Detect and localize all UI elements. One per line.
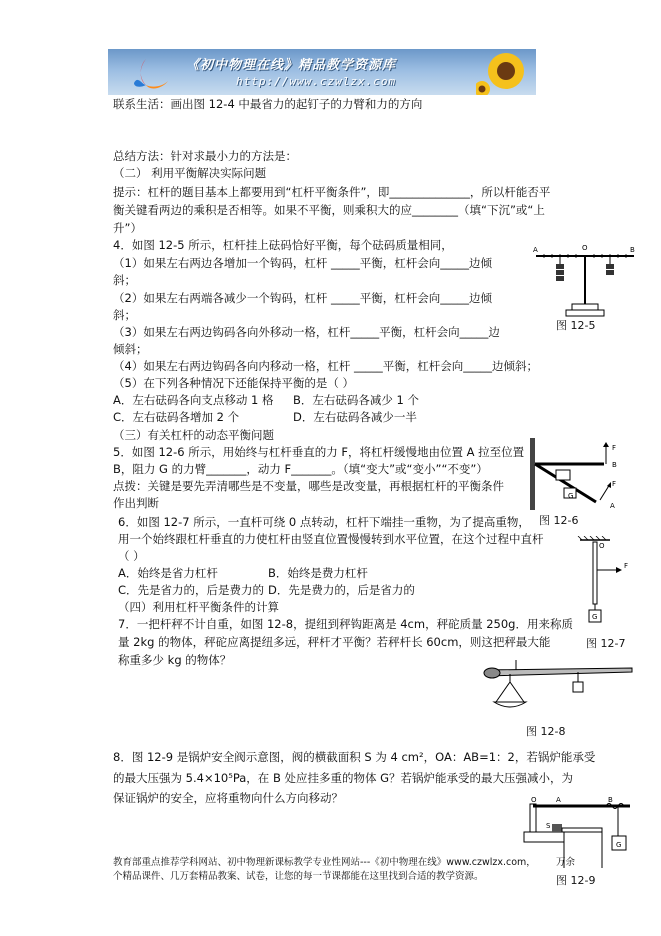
- q5-hint: 点拨：关键是要先弄清哪些是不变量，哪些是改变量，再根据杠杆的平衡条件: [113, 479, 504, 493]
- fig6-label-g: G: [568, 492, 574, 500]
- q5-stem-cont: B，阻力 G 的力臂_______，动力 F_______。（填“变大”或“变小”“不变”）: [113, 462, 488, 476]
- q4-option-a: A．左右砝码各向支点移动 1 格: [113, 393, 274, 407]
- footer-line-1: 教育部重点推荐学科网站、初中物理新课标教学专业性网站---《初中物理在线》www.czwlzx.com，: [113, 857, 536, 868]
- text-line-2: 总结方法：针对求最小力的方法是：: [113, 149, 297, 163]
- q6-answer-blank: （ ）: [118, 549, 145, 563]
- q8-stem-cont2: 保证锅炉的安全，应将重物向什么方向移动？: [113, 791, 343, 805]
- q4-option-b: B．左右砝码各减少 1 个: [293, 393, 420, 407]
- q5-hint-cont: 作出判断: [113, 496, 159, 510]
- figure-12-8-steelyard-diagram: [482, 656, 638, 720]
- q6-stem: 6．如图 12-7 所示，一直杆可绕 0 点转动，杠杆下端挂一重物，为了提高重物，: [118, 515, 530, 529]
- figure-12-6-lever-diagram: [524, 436, 620, 512]
- q4-part5: （5）在下列各种情况下还能保持平衡的是（ ）: [113, 376, 354, 390]
- figure-12-7-rod-diagram: [572, 536, 636, 632]
- q8-stem-cont: 的最大压强为 5.4×10⁵Pa，在 B 处应挂多重的物体 G？若锅炉能承受的最大压强减小，为: [113, 771, 574, 785]
- fig9-label-o: O: [531, 796, 537, 804]
- footer-right-text: 万余: [556, 857, 576, 868]
- footer-line-2: 个精品课件、几万套精品教案、试卷，让您的每一节课都能在这里找到合适的教学资源。: [113, 871, 484, 882]
- section-heading-2: （二） 利用平衡解决实际问题: [113, 166, 267, 180]
- header-banner: [108, 49, 536, 95]
- q5-stem: 5．如图 12-6 所示，用始终与杠杆垂直的力 F，将杠杆缓慢地由位置 A 拉至位置: [113, 445, 525, 459]
- fig9-label-g: G: [616, 841, 622, 849]
- section-heading-3: （三）有关杠杆的动态平衡问题: [113, 428, 274, 442]
- q4-part1: （1）如果左右两边各增加一个钩码，杠杆 _____平衡，杠杆会向_____边倾: [113, 256, 492, 270]
- figure-12-9-safety-valve-diagram: [522, 792, 640, 868]
- fig7-label-g: G: [592, 613, 598, 621]
- q4-part3-cont: 倾斜；: [113, 342, 148, 356]
- fig6-label-b: B: [612, 461, 617, 469]
- section-heading-4: （四）利用杠杆平衡条件的计算: [118, 600, 279, 614]
- figure-12-5-lever-diagram: [532, 238, 640, 322]
- q8-stem: 8．图 12-9 是锅炉安全阀示意图，阀的横截面积 S 为 4 cm²，OA：AB=1：2，若锅炉能承受: [113, 750, 596, 764]
- fig6-label-f-top: F: [612, 444, 617, 452]
- fig6-label-f-bottom: F: [612, 480, 617, 488]
- q6-option-b: B．始终是费力杠杆: [268, 566, 368, 580]
- q6-option-c: C．先是省力的，后是费力的: [118, 583, 265, 597]
- figure-12-9-caption: 图 12-9: [556, 874, 596, 887]
- q6-option-d: D．先是费力的，后是省力的: [268, 583, 415, 597]
- fig7-label-f: F: [624, 562, 629, 570]
- site-url[interactable]: http://www.czwlzx.com: [236, 75, 397, 88]
- fig5-label-o: O: [582, 244, 588, 252]
- q7-stem: 7．一把杆秤不计自重，如图 12-8，提纽到秤钩距离是 4cm，秤砣质量 250g．用来称质: [118, 617, 573, 631]
- figure-12-7-caption: 图 12-7: [586, 637, 626, 650]
- fig5-label-a: A: [533, 246, 538, 254]
- text-line-6: 升”）: [113, 221, 142, 235]
- q4-part2-cont: 斜；: [113, 308, 136, 322]
- q6-option-a: A．始终是省力杠杆: [118, 566, 218, 580]
- fig6-label-a: A: [610, 502, 615, 510]
- fig9-label-a: A: [556, 796, 561, 804]
- fig5-label-b: B: [630, 246, 635, 254]
- q7-stem-cont2: 称重多少 kg 的物体？: [118, 653, 232, 667]
- fig9-label-b: B: [608, 796, 613, 804]
- fig9-label-s: S: [546, 822, 551, 830]
- q4-option-c: C．左右砝码各增加 2 个: [113, 410, 240, 424]
- text-line-4: 提示：杠杆的题目基本上都要用到“杠杆平衡条件”，即______________，所以杆能否平: [113, 185, 551, 199]
- figure-12-6-caption: 图 12-6: [539, 514, 579, 527]
- text-line-1: 联系生活：画出图 12-4 中最省力的起钉子的力臂和力的方向: [113, 97, 423, 111]
- q4-part1-cont: 斜；: [113, 273, 136, 287]
- q6-stem-cont: 用一个始终跟杠杆垂直的力使杠杆由竖直位置慢慢转到水平位置，在这个过程中直杆: [118, 532, 544, 546]
- sunflower-icon: [476, 49, 534, 95]
- q7-stem-cont: 量 2kg 的物体，秤砣应离提纽多远，秤杆才平衡？若秤杆长 60cm，则这把秤最大能: [118, 635, 551, 649]
- text-line-5: 衡关键看两边的乘积是否相等。如果不平衡，则乘积大的应________（填“下沉”或“上: [113, 203, 545, 217]
- q4-part3: （3）如果左右两边钩码各向外移动一格，杠杆_____平衡，杠杆会向_____边: [113, 325, 500, 339]
- q4-part2: （2）如果左右两端各减少一个钩码，杠杆 _____平衡，杠杆会向_____边倾: [113, 291, 492, 305]
- figure-12-5-caption: 图 12-5: [556, 319, 596, 332]
- q4-part4: （4）如果左右两边钩码各向内移动一格，杠杆 _____平衡，杠杆会向_____边倾斜；: [113, 359, 538, 373]
- q4-option-d: D．左右砝码各减少一半: [293, 410, 417, 424]
- figure-12-8-caption: 图 12-8: [526, 725, 566, 738]
- q4-stem: 4．如图 12-5 所示，杠杆挂上砝码恰好平衡，每个砝码质量相同，: [113, 238, 453, 252]
- site-title: 《初中物理在线》精品教学资源库: [186, 58, 397, 73]
- site-logo: [116, 55, 180, 91]
- fig7-label-o: O: [599, 542, 605, 550]
